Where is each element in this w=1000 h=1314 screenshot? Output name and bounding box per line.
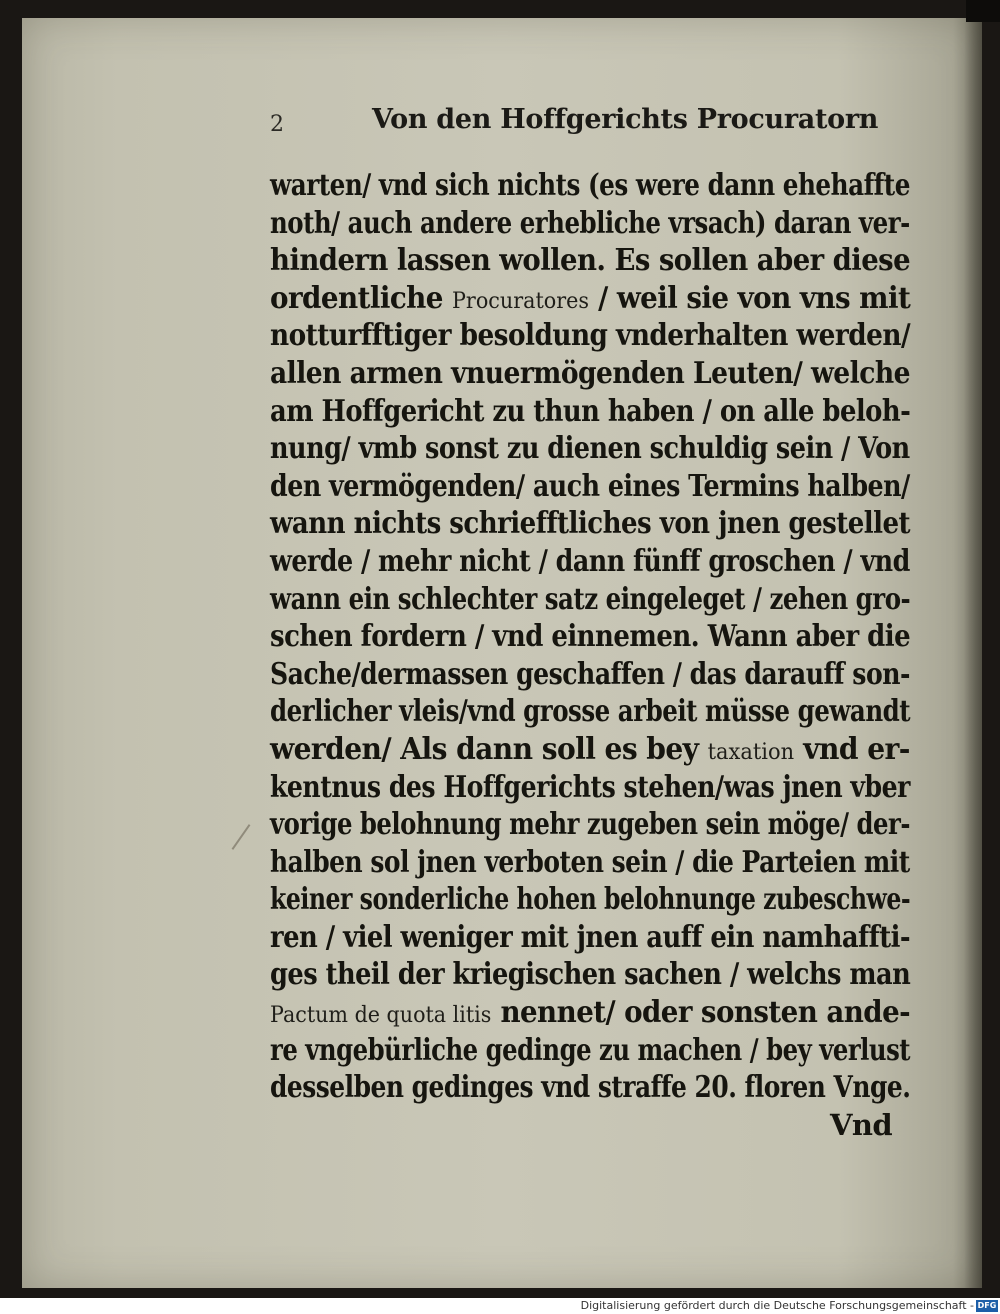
book-page bbox=[22, 18, 982, 1288]
text-line bbox=[270, 580, 911, 618]
digitization-footer bbox=[0, 1298, 1000, 1314]
text-segment: vorige belohnung mehr zugeben sein möge/ der- bbox=[270, 806, 910, 842]
text-segment: derlicher vleis/vnd grosse arbeit müsse gewandt bbox=[270, 693, 911, 729]
text-segment: kentnus des Hoffgerichts stehen/was jnen vber bbox=[270, 768, 910, 804]
text-line bbox=[270, 166, 910, 204]
text-segment: schen fordern / vnd einnemen. Wann aber die bbox=[270, 618, 911, 654]
text-segment: werde / mehr nicht / dann fünff groschen / vnd bbox=[270, 542, 910, 578]
text-segment: notturfftiger besoldung vnderhalten werden/ bbox=[270, 317, 911, 353]
text-line bbox=[270, 354, 910, 392]
text-line bbox=[270, 467, 910, 505]
text-segment: nung/ vmb sonst zu dienen schuldig sein / Von bbox=[270, 430, 910, 466]
text-line bbox=[270, 768, 910, 806]
text-line bbox=[270, 993, 911, 1031]
text-segment: warten/ vnd sich nichts (es were dann ehehaffte bbox=[270, 167, 910, 202]
latin-term: Procuratores bbox=[451, 288, 590, 314]
text-segment: hindern lassen wollen. Es sollen aber diese bbox=[270, 242, 911, 278]
text-segment: re vngebürliche gedinge zu machen / bey verlust bbox=[270, 1031, 911, 1067]
text-segment: / weil sie von vns mit bbox=[589, 279, 911, 315]
text-line bbox=[270, 692, 911, 730]
text-segment: desselben gedinges vnd straffe 20. floren Vnge. bbox=[270, 1069, 911, 1105]
text-line bbox=[270, 655, 910, 693]
scan-corner-mark bbox=[966, 0, 1000, 22]
margin-pen-mark bbox=[232, 824, 251, 850]
catchword: Vnd bbox=[830, 1108, 893, 1142]
text-segment: werden/ Als dann soll es bey bbox=[270, 730, 708, 766]
text-segment: am Hoffgericht zu thun haben / on alle beloh- bbox=[270, 392, 911, 428]
text-line bbox=[270, 730, 910, 768]
text-line bbox=[270, 955, 911, 993]
text-line bbox=[270, 918, 911, 956]
text-segment: den vermögenden/ auch eines Termins halben/ bbox=[270, 467, 910, 503]
text-line bbox=[270, 843, 910, 881]
text-segment: noth/ auch andere erhebliche vrsach) daran ver- bbox=[270, 204, 910, 240]
text-line bbox=[270, 204, 910, 242]
funding-credit: Digitalisierung gefördert durch die Deutsche Forschungsgemeinschaft - bbox=[580, 1299, 974, 1312]
text-segment: Sache/dermassen geschaffen / das darauff son- bbox=[270, 655, 910, 691]
text-segment: wann ein schlechter satz eingeleget / zehen gro- bbox=[270, 580, 911, 616]
text-line bbox=[270, 279, 911, 317]
text-line bbox=[270, 542, 910, 580]
text-line bbox=[270, 241, 911, 279]
text-line bbox=[270, 392, 911, 430]
text-segment: wann nichts schriefftliches von jnen gestellet bbox=[270, 505, 911, 541]
page-edge-shadow bbox=[964, 18, 982, 1288]
text-line bbox=[270, 805, 910, 843]
text-line bbox=[270, 880, 911, 918]
latin-term: taxation bbox=[707, 739, 795, 765]
text-line bbox=[270, 504, 911, 542]
text-segment: ren / viel weniger mit jnen auff ein namhaffti- bbox=[270, 918, 911, 954]
text-segment: ordentliche bbox=[270, 279, 452, 315]
text-segment: allen armen vnuermögenden Leuten/ welche bbox=[270, 354, 910, 390]
body-text bbox=[270, 166, 910, 1106]
running-head-title: Von den Hoffgerichts Procuratorn bbox=[372, 104, 879, 135]
text-segment: ges theil der kriegischen sachen / welchs man bbox=[270, 956, 911, 992]
text-segment: nennet/ oder sonsten ande- bbox=[491, 994, 911, 1030]
text-line bbox=[270, 1068, 911, 1106]
latin-term: Pactum de quota litis bbox=[270, 1003, 492, 1029]
text-line bbox=[270, 316, 911, 354]
text-segment: keiner sonderliche hohen belohnunge zubeschwe- bbox=[270, 881, 911, 917]
folio-mark: 2 bbox=[270, 112, 284, 137]
text-line bbox=[270, 617, 911, 655]
running-head bbox=[22, 104, 982, 144]
text-segment: vnd er- bbox=[794, 730, 910, 766]
text-line bbox=[270, 429, 910, 467]
text-segment: halben sol jnen verboten sein / die Parteien mit bbox=[270, 843, 910, 879]
text-line bbox=[270, 1031, 911, 1069]
dfg-logo: DFG bbox=[977, 1301, 997, 1310]
